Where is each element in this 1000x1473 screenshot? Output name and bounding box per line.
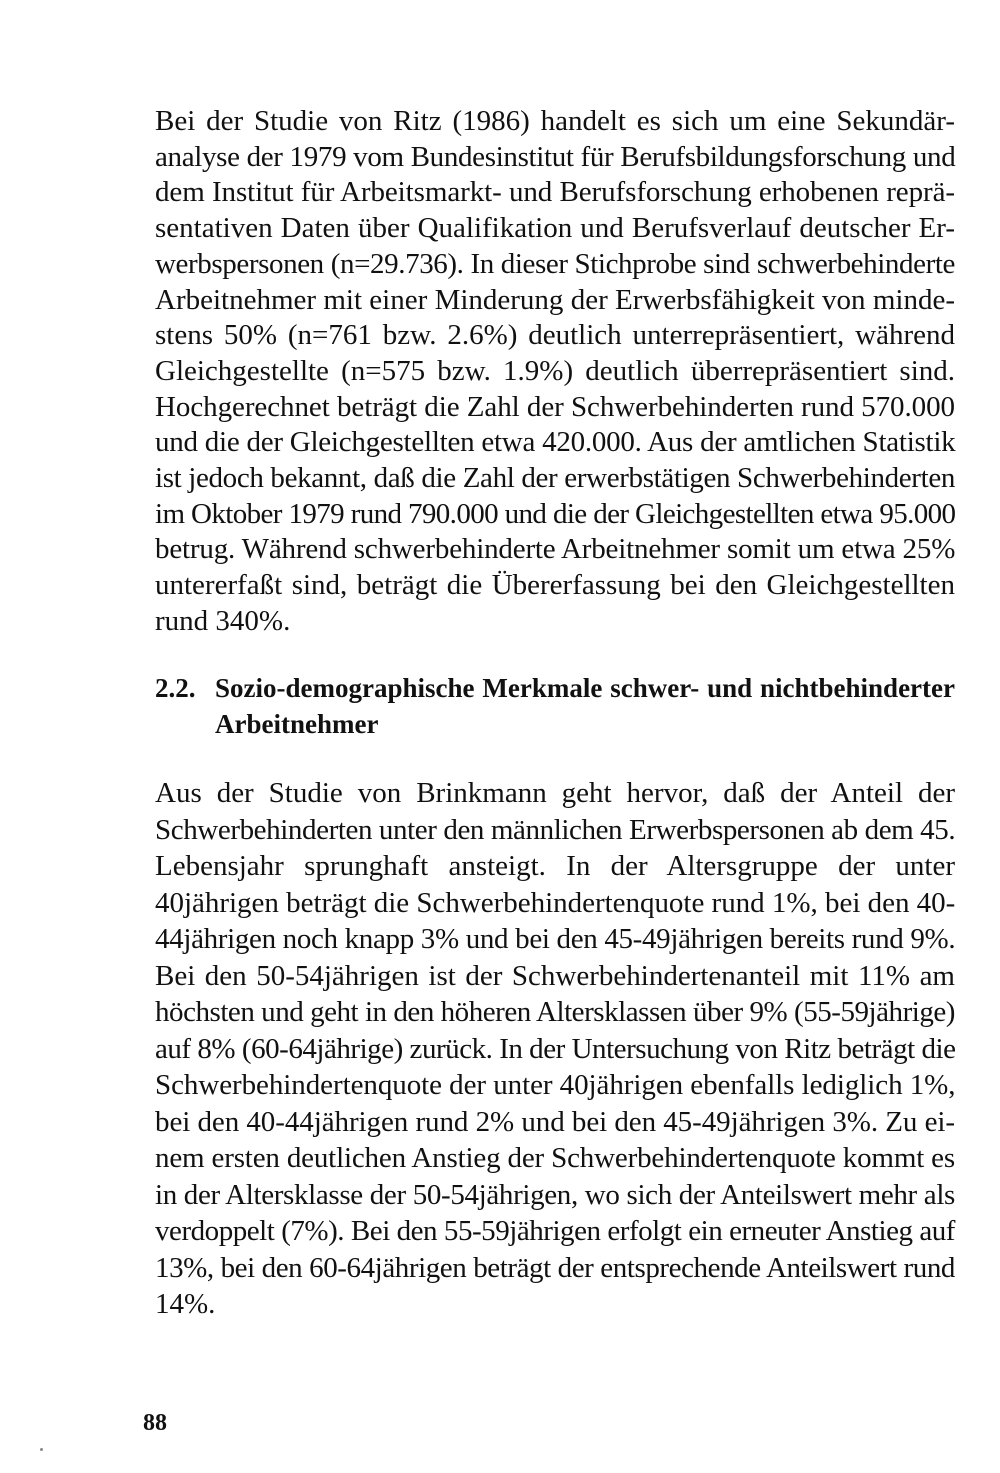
text-line: bei den 40-44jährigen rund 2% und bei den 45-49jährigen 3%. Zu ei- — [155, 1105, 955, 1138]
text-line: Bei der Studie von Ritz (1986) handelt es sich um eine Sekundär- — [155, 105, 955, 137]
text-line: verdoppelt (7%). Bei den 55-59jährigen erfolgt ein erneuter Anstieg auf — [155, 1215, 955, 1247]
section-title-line: Arbeitnehmer — [215, 709, 379, 739]
section-title-line: Sozio-demographische Merkmale schwer- und nichtbehinderter — [215, 673, 955, 703]
text-line: analyse der 1979 vom Bundesinstitut für Berufsbildungsforschung und — [155, 140, 956, 173]
text-line: Bei den 50-54jährigen ist der Schwerbehindertenanteil mit 11% am — [155, 959, 955, 992]
text-line: betrug. Während schwerbehinderte Arbeitnehmer somit um etwa 25% — [155, 533, 956, 566]
text-line: rund 340%. — [155, 604, 291, 637]
text-line: sentativen Daten über Qualifikation und Berufsverlauf deutscher Er- — [155, 212, 955, 245]
text-line: Lebensjahr sprunghaft ansteigt. In der Altersgruppe der unter — [155, 850, 955, 882]
text-line: 44jährigen noch knapp 3% und bei den 45-49jährigen bereits rund 9%. — [155, 923, 956, 955]
section-title — [215, 670, 955, 742]
text-line: Schwerbehinderten unter den männlichen Erwerbspersonen ab dem 45. — [155, 813, 956, 846]
text-line: 14%. — [155, 1288, 216, 1320]
section-number: 2.2. — [155, 673, 196, 703]
text-line: untererfaßt sind, beträgt die Übererfassung bei den Gleichgestellten — [155, 569, 955, 602]
page-number: 88 — [143, 1410, 167, 1436]
scan-speck — [40, 1448, 43, 1451]
text-line: stens 50% (n=761 bzw. 2.6%) deutlich unterrepräsentiert, während — [155, 319, 955, 352]
text-line: 13%, bei den 60-64jährigen beträgt der entsprechende Anteilswert rund — [155, 1251, 955, 1284]
text-line: ist jedoch bekannt, daß die Zahl der erwerbstätigen Schwerbehinderten — [155, 462, 955, 495]
paragraph-brinkmann-study — [155, 775, 955, 1323]
text-line: Arbeitnehmer mit einer Minderung der Erwerbsfähigkeit von minde- — [155, 283, 955, 316]
text-line: auf 8% (60-64jährige) zurück. In der Untersuchung von Ritz beträgt die — [155, 1032, 956, 1065]
text-line: Schwerbehindertenquote der unter 40jährigen ebenfalls lediglich 1%, — [155, 1069, 956, 1101]
text-line: werbspersonen (n=29.736). In dieser Stichprobe sind schwerbehinderte — [155, 247, 955, 280]
text-line: im Oktober 1979 rund 790.000 und die der Gleichgestellten etwa 95.000 — [155, 497, 956, 530]
text-line: in der Altersklasse der 50-54jährigen, wo sich der Anteilswert mehr als — [155, 1178, 955, 1211]
text-line: dem Institut für Arbeitsmarkt- und Berufsforschung erhobenen reprä- — [155, 176, 955, 209]
text-line: Gleichgestellte (n=575 bzw. 1.9%) deutlich überrepräsentiert sind. — [155, 354, 955, 387]
text-line: Aus der Studie von Brinkmann geht hervor, daß der Anteil der — [155, 777, 955, 809]
text-line: Hochgerechnet beträgt die Zahl der Schwerbehinderten rund 570.000 — [155, 390, 955, 423]
text-line: und die der Gleichgestellten etwa 420.000. Aus der amtlichen Statistik — [155, 426, 956, 459]
text-line: höchsten und geht in den höheren Altersklassen über 9% (55-59jährige) — [155, 996, 955, 1028]
text-line: 40jährigen beträgt die Schwerbehindertenquote rund 1%, bei den 40- — [155, 886, 956, 919]
paragraph-ritz-study — [155, 104, 955, 640]
text-line: nem ersten deutlichen Anstieg der Schwerbehindertenquote kommt es — [155, 1142, 955, 1174]
